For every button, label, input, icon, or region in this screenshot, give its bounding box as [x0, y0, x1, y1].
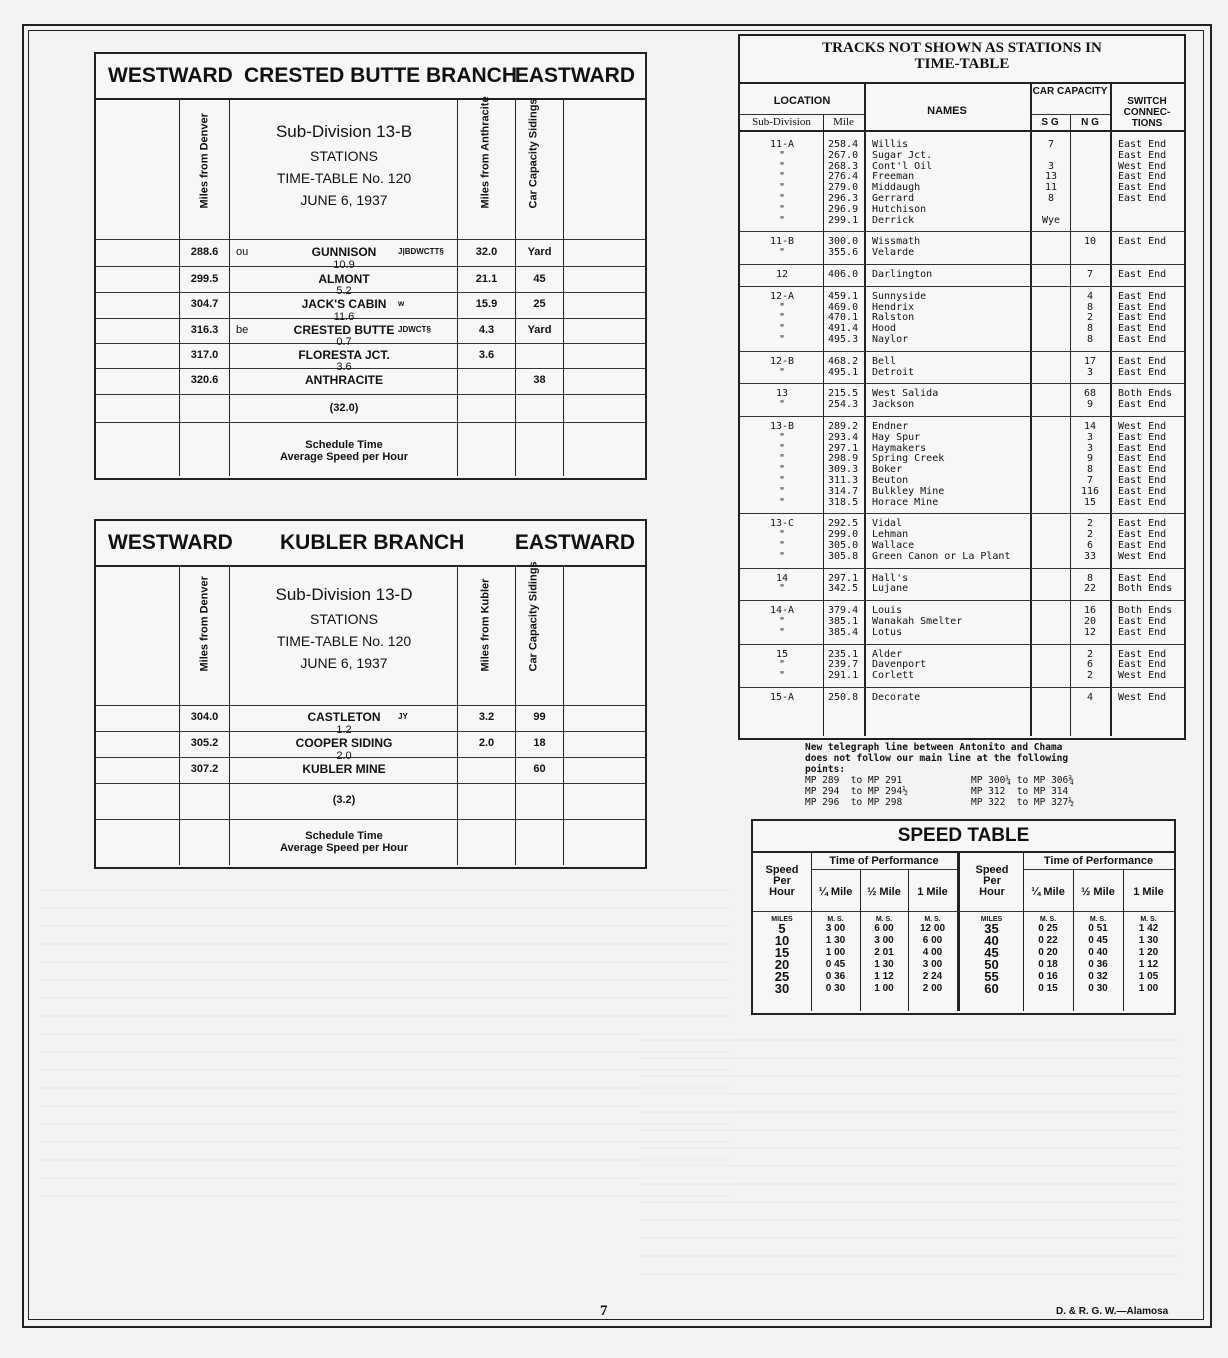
unit-min-sec: M. S. [924, 916, 941, 923]
tracks-title-2: TIME-TABLE [914, 56, 1010, 72]
station-name: ANTHRACITE [305, 373, 383, 387]
miles-from-end: 4.3 [478, 324, 495, 336]
track-switch: East End [1118, 269, 1167, 280]
subdivision: Sub-Division 13-B [275, 122, 413, 141]
station-code: ou [236, 246, 249, 258]
car-capacity: Yard [527, 246, 552, 258]
h-time-right: Time of Performance [1043, 855, 1154, 867]
station-name: JACK'S CABIN [301, 297, 387, 311]
bleed-through-right [640, 1030, 1180, 1290]
track-subdivision: 12-B " [769, 355, 795, 378]
station-distance: 2.0 [336, 750, 352, 762]
track-ng: 68 9 [1083, 388, 1097, 411]
h-sg: S G [1041, 117, 1059, 128]
crested-butte-table [94, 52, 647, 480]
group-divider [740, 568, 1184, 569]
timetable-date: JUNE 6, 1937 [300, 655, 388, 671]
miles-from-end: 3.2 [478, 711, 495, 723]
kubler-header [96, 521, 645, 567]
h-car-capacity: CAR CAPACITY [1032, 86, 1108, 97]
h-switch: SWITCH CONNEC-TIONS [1123, 96, 1171, 129]
track-ng: 7 [1086, 269, 1094, 280]
speed-table [751, 819, 1176, 1015]
telegraph-line-2: does not follow our main line at the following [805, 753, 1069, 764]
track-subdivision: 13 " [775, 388, 789, 411]
unit-min-sec: M. S. [1140, 916, 1157, 923]
car-capacity: 60 [533, 763, 546, 775]
track-mile: 235.1 239.7 291.1 [828, 648, 859, 682]
kubler-subinfo [231, 585, 457, 677]
track-switch: East End East End West End East End East End East End [1118, 139, 1167, 204]
quarter-mile-time: 3 00 1 30 1 00 0 45 0 36 0 30 [825, 923, 846, 994]
track-name: Endner Hay Spur Haymakers Spring Creek Boker Beuton Bulkley Mine Horace Mine [872, 421, 945, 508]
timetable-date: JUNE 6, 1937 [300, 192, 388, 208]
speed-value: 35 40 45 50 55 60 [984, 921, 999, 996]
group-divider [740, 687, 1184, 688]
miles-from-denver: 299.5 [190, 273, 219, 285]
col-miles-anthracite: Miles from Anthracite [479, 96, 492, 209]
unit-min-sec: M. S. [1039, 916, 1057, 923]
station-symbols: JDWCT§ [398, 325, 431, 334]
track-ng: 2 2 6 33 [1083, 518, 1097, 562]
subdivision: Sub-Division 13-D [275, 585, 413, 604]
station-name: GUNNISON [311, 245, 377, 259]
h-location: LOCATION [773, 95, 831, 107]
schedule-time-label: Schedule Time [305, 830, 383, 842]
track-switch: East End East End West End [1118, 648, 1167, 682]
track-mile: 406.0 [828, 269, 859, 280]
timetable-no: TIME-TABLE No. 120 [276, 170, 412, 186]
miles-from-denver: 317.0 [190, 349, 219, 361]
mile-time: 1 42 1 30 1 20 1 12 1 05 1 00 [1138, 923, 1159, 994]
tracks-not-shown-table [738, 34, 1186, 740]
car-capacity: 45 [533, 273, 546, 285]
track-name: Hall's Lujane [872, 572, 909, 595]
speed-value: 5 10 15 20 25 30 [774, 921, 790, 996]
unit-miles: MILES [980, 916, 1003, 923]
miles-from-end: 3.6 [478, 349, 495, 361]
avg-speed-label: Average Speed per Hour [280, 451, 408, 463]
station-symbols: J|BDWCTT§ [398, 247, 444, 256]
stations-label: STATIONS [310, 148, 378, 164]
track-name: Vidal Lehman Wallace Green Canon or La Plant [872, 518, 1011, 562]
col-miles-kubler: Miles from Kubler [479, 578, 492, 672]
tracks-title-1: TRACKS NOT SHOWN AS STATIONS IN [822, 40, 1102, 56]
crested-butte-header [96, 54, 645, 100]
total-distance: (32.0) [329, 402, 359, 414]
station-distance: 10.9 [333, 259, 355, 271]
track-name: West Salida Jackson [872, 388, 939, 411]
track-ng: 17 3 [1083, 355, 1097, 378]
track-switch: East End East End East End West End [1118, 518, 1167, 562]
track-mile: 258.4 267.0 268.3 276.4 279.0 296.3 296.9 299.1 [828, 139, 859, 226]
miles-from-denver: 288.6 [190, 246, 219, 258]
station-name: ALMONT [318, 272, 370, 286]
total-distance: (3.2) [332, 794, 356, 806]
track-name: Bell Detroit [872, 355, 915, 378]
group-divider [740, 383, 1184, 384]
half-mile-time: 0 51 0 45 0 40 0 36 0 32 0 30 [1088, 923, 1108, 994]
telegraph-line-3: points: [805, 764, 846, 775]
station-name: FLORESTA JCT. [298, 348, 390, 362]
unit-min-sec: M. S. [1089, 916, 1107, 923]
track-mile: 297.1 342.5 [828, 572, 859, 595]
track-ng: 2 6 2 [1086, 648, 1094, 682]
track-switch: East End East End East End East End East End [1118, 290, 1167, 345]
track-switch: East End [1118, 236, 1167, 248]
schedule-time-label: Schedule Time [305, 439, 383, 451]
track-switch: Both Ends East End East End [1118, 605, 1173, 638]
track-subdivision: 15 " " [775, 648, 789, 682]
track-name: Darlington [872, 269, 933, 280]
track-switch: West End [1118, 692, 1167, 703]
telegraph-col-2: MP 300¼ to MP 306¾ MP 312 to MP 314 MP 322 to MP 327½ [971, 775, 1074, 808]
col-capacity: Car Capacity Sidings [527, 98, 540, 209]
page-number: 7 [600, 1303, 608, 1319]
station-symbols: JY [398, 712, 408, 721]
eastward-label: EASTWARD [514, 531, 635, 554]
h-mile-right: 1 Mile [1133, 886, 1164, 898]
track-subdivision: 14-A " " [769, 605, 795, 638]
car-capacity: 38 [533, 374, 546, 386]
h-time-left: Time of Performance [829, 855, 939, 867]
track-switch: Both Ends East End [1118, 388, 1173, 411]
track-ng: 4 [1086, 692, 1094, 703]
h-names: NAMES [927, 105, 967, 117]
track-subdivision: 13-B " " " " " " " [769, 421, 795, 508]
station-name: KUBLER MINE [302, 762, 386, 776]
miles-from-denver: 316.3 [190, 324, 219, 336]
h-speed-left: Speed Per Hour [765, 864, 799, 898]
track-mile: 292.5 299.0 305.0 305.8 [828, 518, 859, 562]
track-subdivision: 13-C " " " [769, 518, 795, 562]
track-name: Sunnyside Hendrix Ralston Hood Naylor [872, 290, 927, 345]
crested-butte-subinfo [231, 122, 457, 214]
h-speed-right: Speed Per Hour [975, 864, 1009, 898]
track-subdivision: 15-A [769, 692, 795, 703]
unit-min-sec: M. S. [875, 916, 893, 923]
miles-from-end: 15.9 [475, 298, 498, 310]
h-half-right: ½ Mile [1081, 886, 1115, 898]
unit-miles: MILES [771, 916, 793, 923]
car-capacity: 25 [533, 298, 546, 310]
station-distance: 0.7 [336, 336, 352, 348]
group-divider [740, 351, 1184, 352]
track-subdivision: 11-A " " " " " " " [769, 139, 795, 226]
track-ng: 14 3 3 9 8 7 116 15 [1080, 421, 1100, 508]
publisher: D. & R. G. W.—Alamosa [1056, 1306, 1169, 1317]
h-quarter-left: ¼ Mile [818, 886, 853, 898]
h-mile: Mile [833, 116, 854, 128]
track-name: Louis Wanakah Smelter Lotus [872, 605, 963, 638]
track-mile: 289.2 293.4 297.1 298.9 309.3 311.3 314.7 318.5 [828, 421, 859, 508]
miles-from-denver: 320.6 [190, 374, 219, 386]
eastward-label: EASTWARD [514, 64, 635, 87]
h-mile-left: 1 Mile [917, 886, 948, 898]
track-ng: 16 20 12 [1083, 605, 1097, 638]
group-divider [740, 416, 1184, 417]
h-ng: N G [1081, 117, 1099, 128]
branch-title: CRESTED BUTTE BRANCH [244, 64, 517, 87]
station-distance: 5.2 [336, 285, 352, 297]
track-subdivision: 14 " [775, 572, 789, 595]
station-code: be [236, 324, 249, 336]
bleed-through-left [40, 880, 730, 1210]
station-name: CRESTED BUTTE [293, 323, 395, 337]
unit-min-sec: M. S. [827, 916, 844, 923]
track-name: Alder Davenport Corlett [872, 648, 927, 682]
miles-from-end: 21.1 [475, 273, 498, 285]
avg-speed-label: Average Speed per Hour [280, 842, 408, 854]
track-sg: 7 3 13 11 8 Wye [1041, 139, 1061, 226]
h-quarter-right: ¼ Mile [1031, 886, 1065, 898]
car-capacity: 18 [533, 737, 546, 749]
timetable-no: TIME-TABLE No. 120 [276, 633, 412, 649]
speed-title: SPEED TABLE [897, 825, 1030, 846]
miles-from-denver: 304.0 [190, 711, 219, 723]
track-ng: 4 8 2 8 8 [1086, 290, 1094, 345]
group-divider [740, 231, 1184, 232]
group-divider [740, 264, 1184, 265]
track-switch: East End Both Ends [1118, 572, 1173, 595]
track-subdivision: 12 [775, 269, 789, 280]
station-distance: 3.6 [336, 361, 352, 373]
track-switch: East End East End [1118, 355, 1167, 378]
car-capacity: Yard [527, 324, 552, 336]
kubler-table [94, 519, 647, 869]
track-switch: West End East End East End East End East End East End East End East End [1118, 421, 1167, 508]
half-mile-time: 6 00 3 00 2 01 1 30 1 12 1 00 [874, 923, 894, 994]
miles-from-denver: 304.7 [190, 298, 219, 310]
car-capacity: 99 [533, 711, 546, 723]
track-mile: 468.2 495.1 [828, 355, 859, 378]
stations-label: STATIONS [310, 611, 378, 627]
track-mile: 300.0 355.6 [828, 236, 859, 259]
track-mile: 379.4 385.1 385.4 [828, 605, 859, 638]
station-name: COOPER SIDING [295, 736, 393, 750]
group-divider [740, 600, 1184, 601]
track-subdivision: 11-B " [769, 236, 795, 259]
station-distance: 11.6 [333, 311, 355, 323]
station-symbols: w [398, 299, 405, 308]
track-mile: 215.5 254.3 [828, 388, 859, 411]
quarter-mile-time: 0 25 0 22 0 20 0 18 0 16 0 15 [1038, 923, 1058, 994]
miles-from-denver: 305.2 [190, 737, 219, 749]
westward-label: WESTWARD [108, 531, 233, 554]
miles-from-denver: 307.2 [190, 763, 219, 775]
track-subdivision: 12-A " " " " [769, 290, 795, 345]
group-divider [740, 513, 1184, 514]
miles-from-end: 32.0 [475, 246, 498, 258]
branch-title: KUBLER BRANCH [280, 531, 465, 554]
miles-from-end: 2.0 [478, 737, 495, 749]
track-name: Wissmath Velarde [872, 236, 921, 259]
telegraph-line-1: New telegraph line between Antonito and Chama [805, 742, 1063, 753]
group-divider [740, 286, 1184, 287]
track-ng: 10 [1083, 236, 1097, 248]
track-ng: 8 22 [1083, 572, 1097, 595]
telegraph-col-1: MP 289 to MP 291 MP 294 to MP 294½ MP 296 to MP 298 [805, 775, 908, 808]
h-half-left: ½ Mile [867, 886, 901, 898]
col-miles-denver: Miles from Denver [198, 576, 211, 672]
col-miles-denver: Miles from Denver [198, 113, 211, 209]
mile-time: 12 00 6 00 4 00 3 00 2 24 2 00 [919, 923, 946, 994]
station-name: CASTLETON [307, 710, 381, 724]
track-name: Willis Sugar Jct. Cont'l Oil Freeman Middaugh Gerrard Hutchison Derrick [872, 139, 933, 226]
station-distance: 1.2 [336, 724, 352, 736]
track-mile: 459.1 469.0 470.1 491.4 495.3 [828, 290, 859, 345]
westward-label: WESTWARD [108, 64, 233, 87]
col-capacity: Car Capacity Sidings [527, 561, 540, 672]
track-name: Decorate [872, 692, 921, 703]
track-mile: 250.8 [828, 692, 859, 703]
group-divider [740, 644, 1184, 645]
h-subdivision: Sub-Division [752, 116, 811, 128]
